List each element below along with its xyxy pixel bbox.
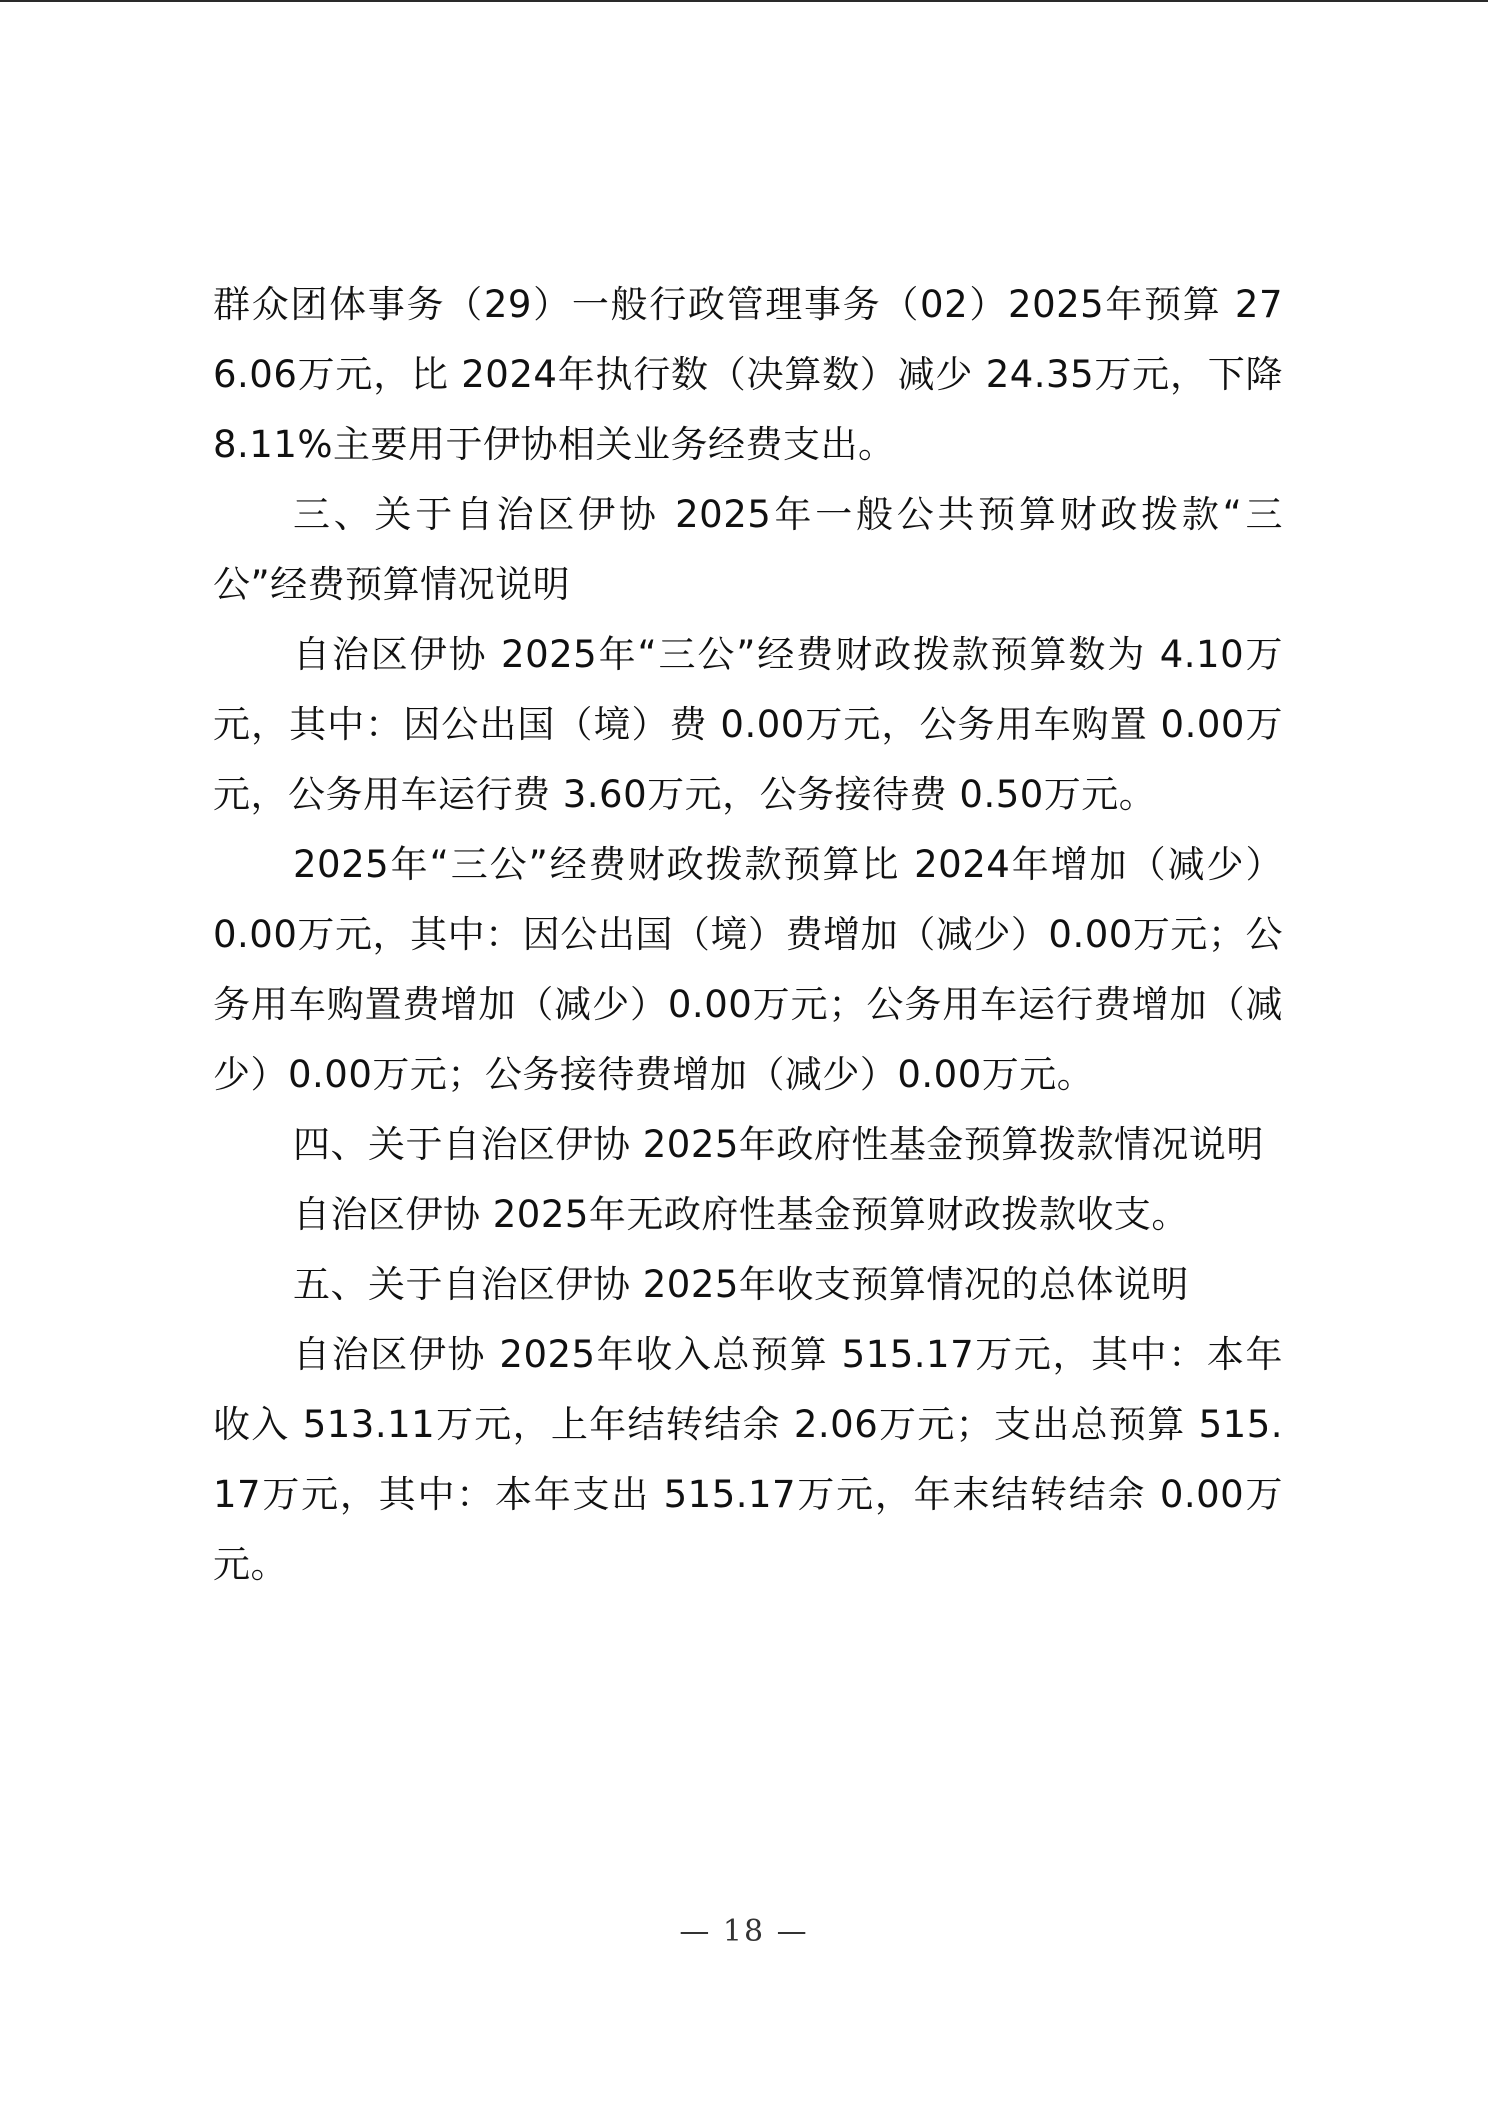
page-number: — 18 — — [679, 1914, 809, 1949]
paragraph-government-fund: 自治区伊协 2025年无政府性基金预算财政拨款收支。 — [293, 1193, 1189, 1236]
paragraph-three-public-budget: 自治区伊协 2025年“三公”经费财政拨款预算数为 4.10万元，其中：因公出国（境）费 0.00万元，公务用车购置 0.00万元，公务用车运行费 3.60万元，公务接待费 0.50万元。 — [213, 633, 1283, 816]
heading-section-five: 五、关于自治区伊协 2025年收支预算情况的总体说明 — [293, 1263, 1189, 1306]
document-body — [213, 270, 1283, 1600]
paragraph-overall-budget: 自治区伊协 2025年收入总预算 515.17万元，其中：本年收入 513.11万元，上年结转结余 2.06万元；支出总预算 515.17万元，其中：本年支出 515.17万元，年末结转结余 0.00万元。 — [213, 1333, 1283, 1586]
paragraph-three-public-change: 2025年“三公”经费财政拨款预算比 2024年增加（减少）0.00万元，其中：因公出国（境）费增加（减少）0.00万元；公务用车购置费增加（减少）0.00万元；公务用车运行费增加（减少）0.00万元；公务接待费增加（减少）0.00万元。 — [213, 843, 1283, 1096]
paragraph-budget-general-admin: 群众团体事务（29）一般行政管理事务（02）2025年预算 276.06万元，比 2024年执行数（决算数）减少 24.35万元，下降 8.11%主要用于伊协相关业务经费支出。 — [213, 283, 1283, 466]
heading-section-four: 四、关于自治区伊协 2025年政府性基金预算拨款情况说明 — [293, 1123, 1264, 1166]
heading-section-three: 三、关于自治区伊协 2025年一般公共预算财政拨款“三公”经费预算情况说明 — [213, 493, 1283, 606]
